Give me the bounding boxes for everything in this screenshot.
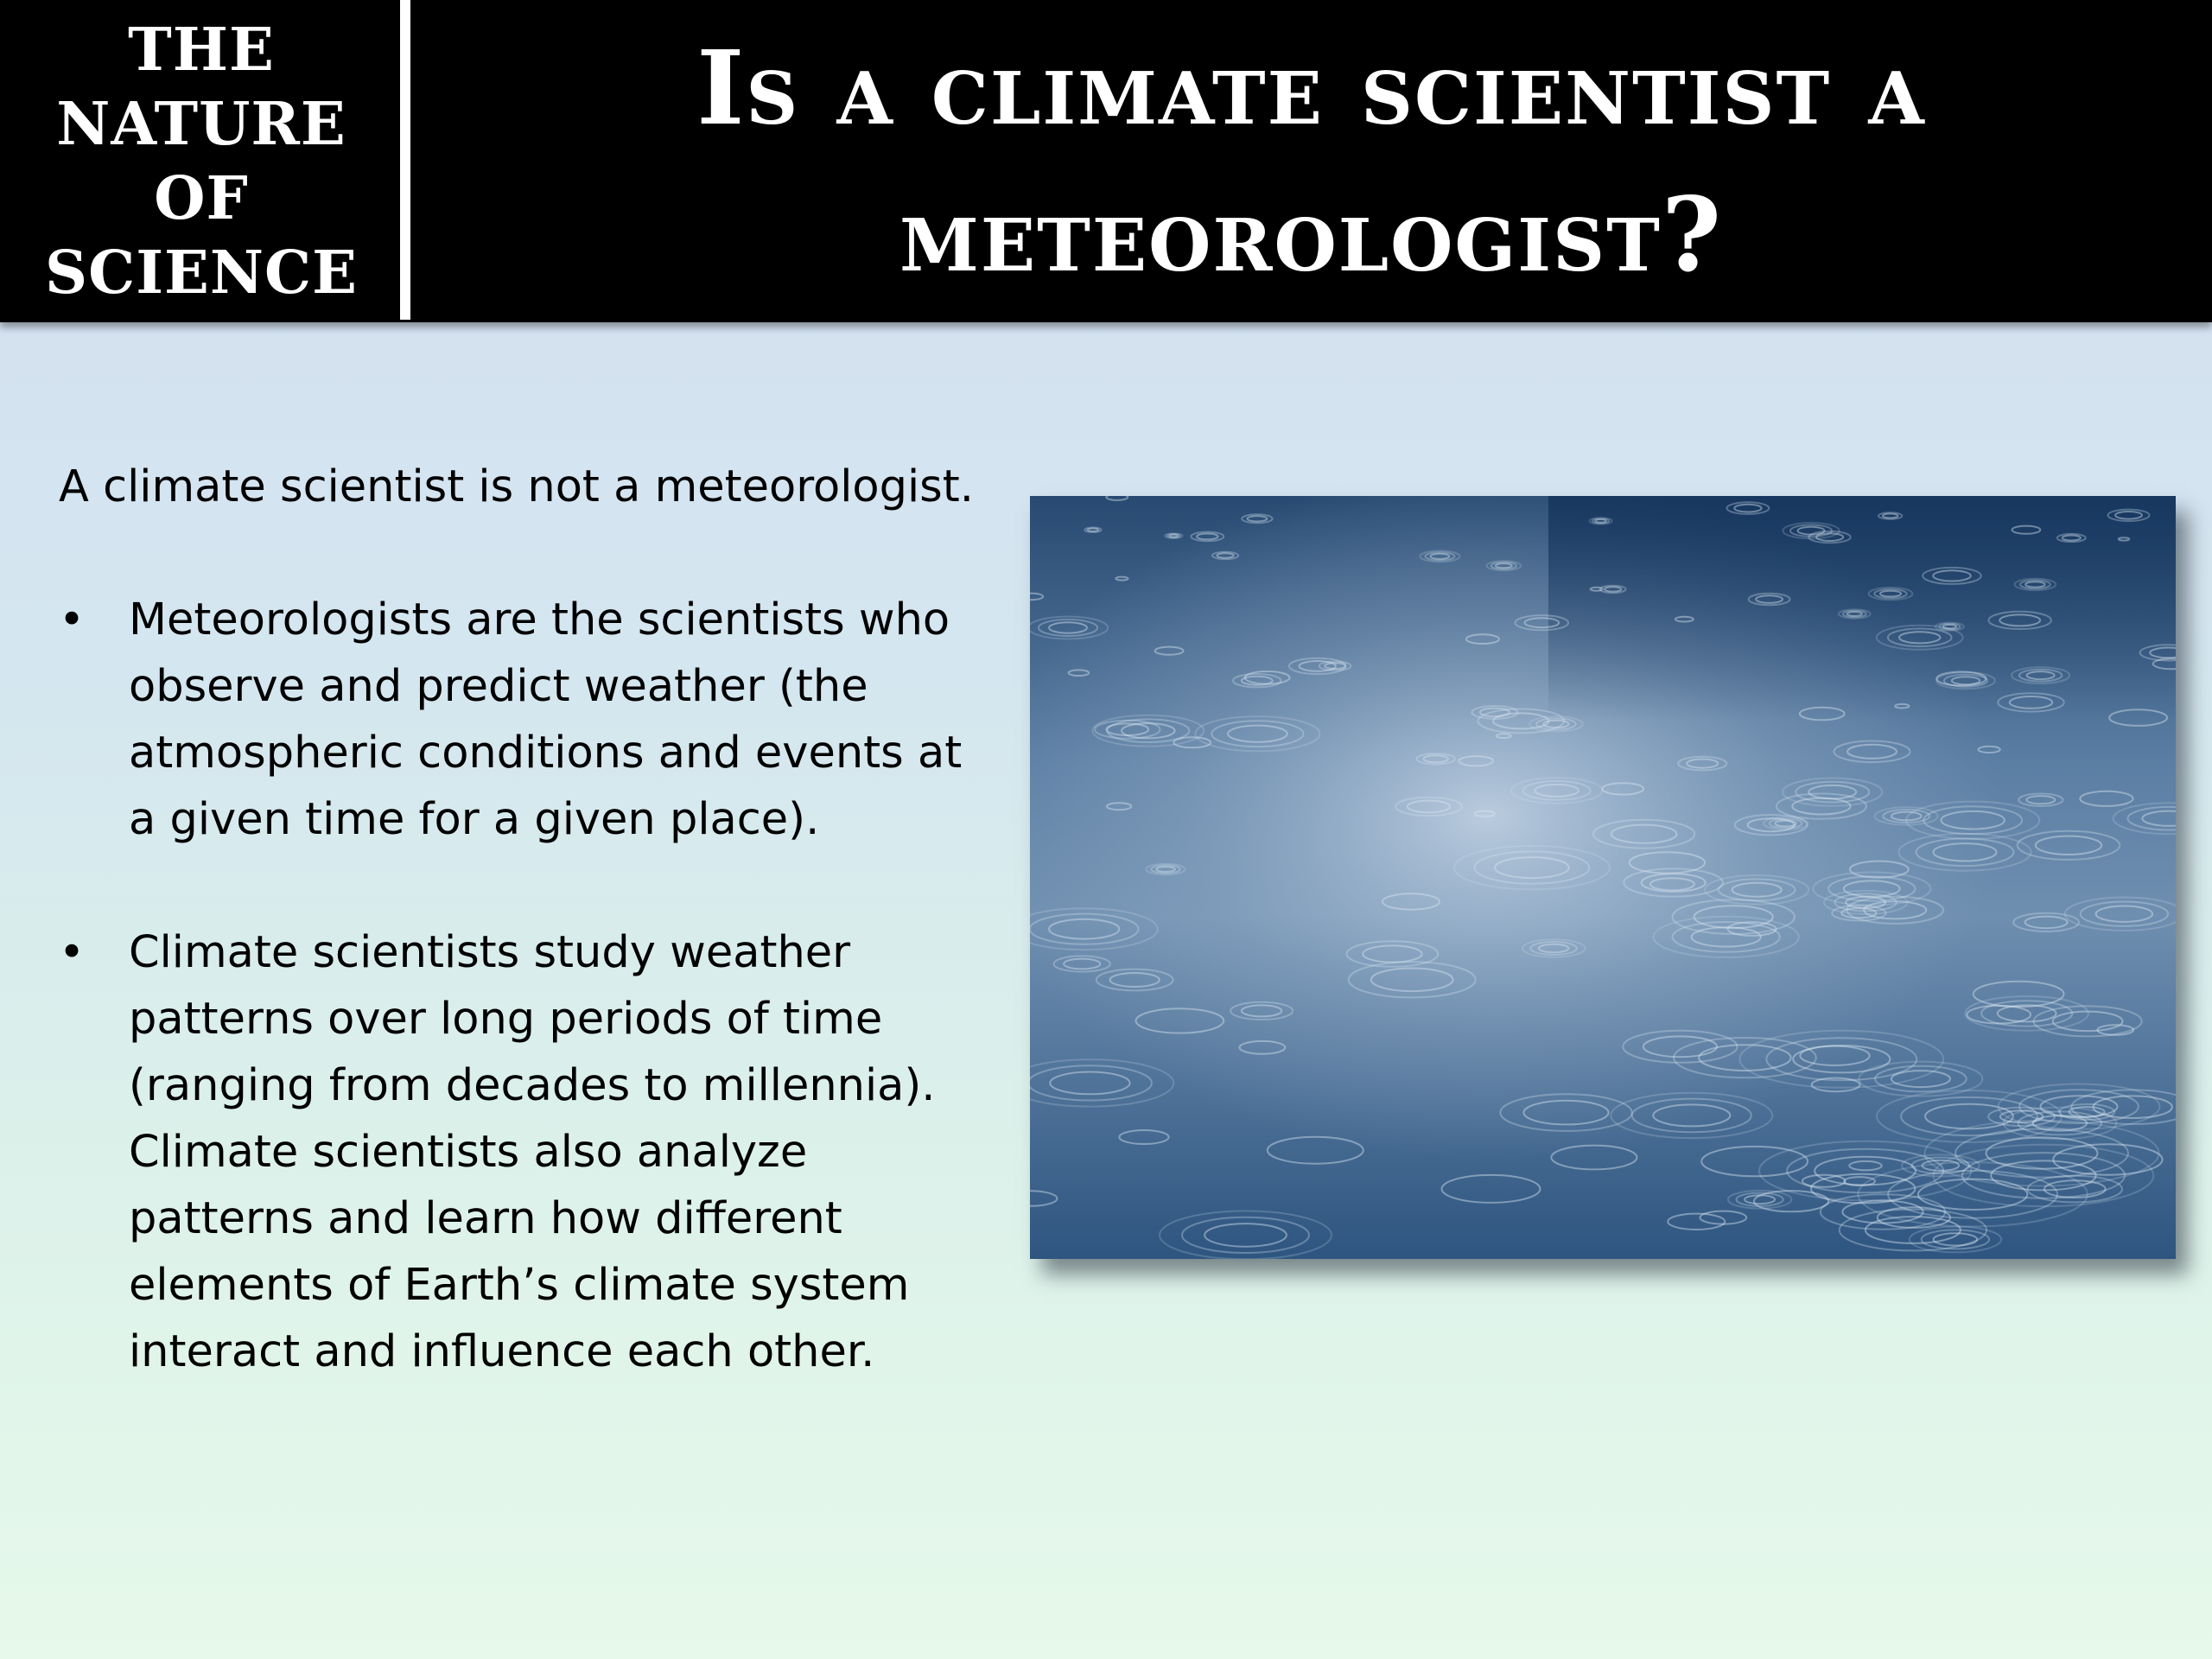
brand-line: SCIENCE	[45, 238, 358, 308]
title-line: Is a climate scientist a	[696, 27, 1926, 148]
intro-text: A climate scientist is not a meteorologist.	[59, 461, 974, 512]
slide-title	[410, 0, 2212, 322]
brand-line: OF	[154, 163, 249, 233]
rain-ripples-image	[1030, 496, 2176, 1259]
bullet-marker: •	[59, 927, 86, 978]
bullet-item	[59, 919, 1001, 1385]
rain-ripples-photo	[1030, 496, 2176, 1259]
series-brand	[0, 0, 403, 322]
bullet-list	[59, 587, 1001, 1385]
brand-line: THE	[128, 15, 275, 85]
slide-header	[0, 0, 2212, 322]
bullet-text: Climate scientists study weather patterns over long periods of time (ranging from decades to millennia). Climate scientists also analyze patterns and learn how different elements of Earth’s climate system interact and influence each other.	[129, 927, 936, 1377]
brand-line: NATURE	[56, 89, 346, 159]
header-divider	[400, 0, 410, 320]
bullet-item	[59, 587, 1001, 853]
bullet-text: Meteorologists are the scientists who observe and predict weather (the atmospheric conditions and events at a given time for a given place).	[129, 594, 963, 845]
bullet-marker: •	[59, 594, 86, 645]
title-line: meteorologist?	[899, 174, 1723, 295]
slide-body	[59, 454, 1001, 1452]
